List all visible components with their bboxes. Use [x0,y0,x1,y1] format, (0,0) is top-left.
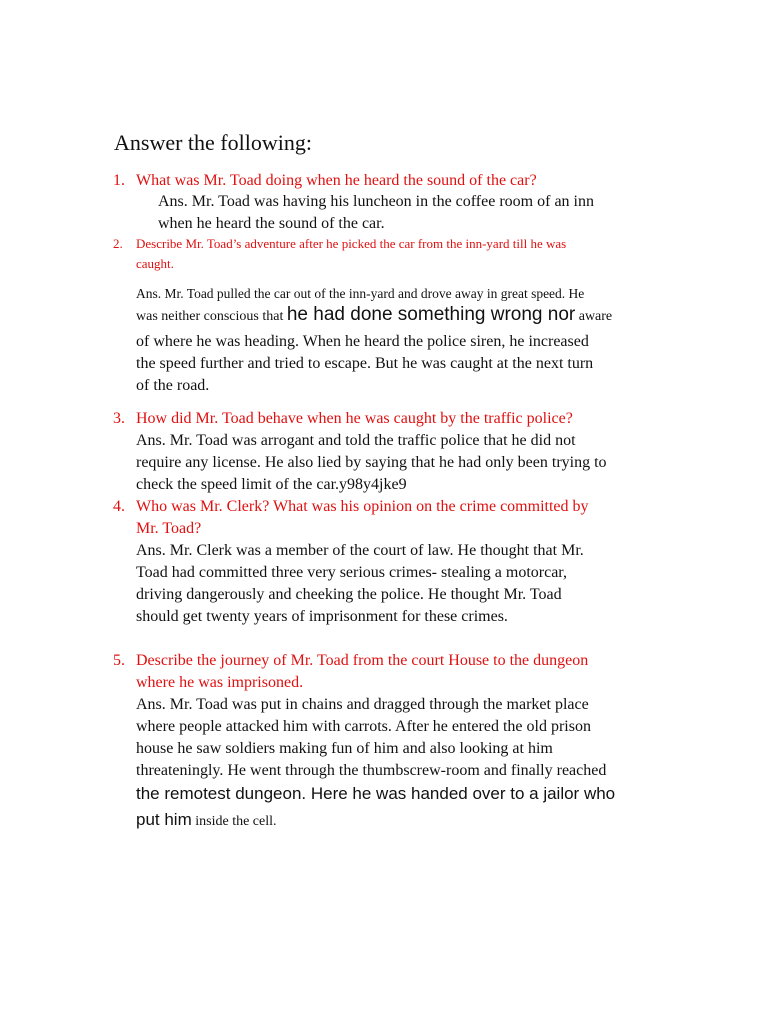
answer-2-line-5: of the road. [136,377,210,394]
question-text: Describe Mr. Toad’s adventure after he picked the car from the inn-yard till he was [136,236,567,251]
answer-5-line-5: the remotest dungeon. Here he was handed over to a jailor who [136,784,616,803]
answer-4-line-3: driving dangerously and cheeking the police. He thought Mr. Toad [136,586,562,603]
question-text: What was Mr. Toad doing when he heard the sound of the car? [136,172,537,189]
answer-5-line-3: house he saw soldiers making fun of him and also looking at him [136,740,553,757]
answer-4-line-2: Toad had committed three very serious crimes- stealing a motorcar, [136,564,567,581]
question-text: How did Mr. Toad behave when he was caught by the traffic police? [136,410,573,427]
answer-4-line-4: should get twenty years of imprisonment for these crimes. [136,608,508,625]
answer-2-line-1: Ans. Mr. Toad pulled the car out of the inn-yard and drove away in great speed. He [136,286,585,301]
question-text: Describe the journey of Mr. Toad from the court House to the dungeon [136,652,589,669]
question-number: 5. [113,652,125,669]
answer-3-line-2: require any license. He also lied by saying that he had only been trying to [136,454,607,471]
answer-2-fragment-large: he had done something wrong nor [286,304,576,325]
answer-5-line-4: threateningly. He went through the thumbscrew-room and finally reached [136,762,607,779]
answer-5-line-1: Ans. Mr. Toad was put in chains and dragged through the market place [136,696,589,713]
answer-5-line-6 [136,810,277,830]
question-number: 1. [113,172,125,189]
answer-2-line-2 [136,304,612,326]
question-text: Who was Mr. Clerk? What was his opinion on the crime committed by [136,498,589,515]
answer-4-line-1: Ans. Mr. Clerk was a member of the court of law. He thought that Mr. [136,542,584,559]
question-number: 3. [113,410,125,427]
answer-2-fragment: was neither conscious that [136,309,287,324]
question-2-continued: caught. [136,256,174,271]
answer-2-line-3: of where he was heading. When he heard the police siren, he increased [136,333,589,350]
answer-3-line-3: check the speed limit of the car.y98y4jke9 [136,476,407,493]
answer-5-line-2: where people attacked him with carrots. After he entered the old prison [136,718,591,735]
answer-1-line-1: Ans. Mr. Toad was having his luncheon in the coffee room of an inn [158,193,594,210]
question-number: 2. [113,236,123,251]
answer-1-line-2: when he heard the sound of the car. [158,215,385,232]
question-4-continued: Mr. Toad? [136,520,202,537]
question-5-continued: where he was imprisoned. [136,674,304,691]
answer-5-fragment: inside the cell. [191,814,277,829]
page-heading: Answer the following: [114,130,312,155]
answer-3-line-1: Ans. Mr. Toad was arrogant and told the traffic police that he did not [136,432,576,449]
answer-2-fragment: aware [575,309,613,324]
answer-2-line-4: the speed further and tried to escape. But he was caught at the next turn [136,355,594,372]
question-number: 4. [113,498,125,515]
answer-5-fragment-large: put him [136,810,192,829]
